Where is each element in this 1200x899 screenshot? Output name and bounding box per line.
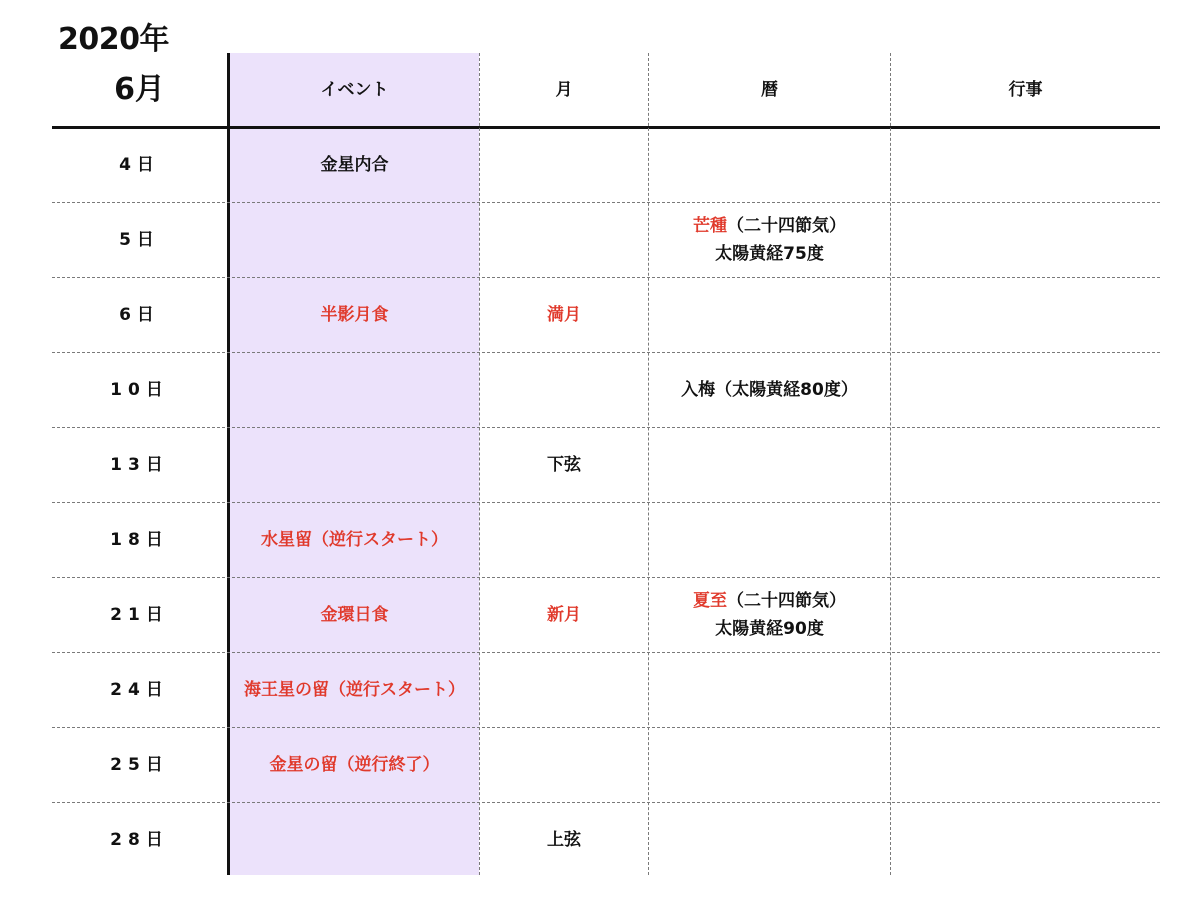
koyomi-line xyxy=(681,376,858,404)
event-cell xyxy=(230,428,479,502)
koyomi-detail: 太陽黄経90度 xyxy=(715,619,824,639)
koyomi-cell xyxy=(649,128,890,202)
gyoji-cell xyxy=(891,278,1160,352)
koyomi-cell xyxy=(649,653,890,727)
event-cell: 半影月食 xyxy=(320,305,389,325)
event-cell xyxy=(230,803,479,877)
day-cell: 24日 xyxy=(110,680,169,700)
moon-cell xyxy=(480,728,648,802)
koyomi-line xyxy=(693,587,846,615)
gyoji-cell xyxy=(891,428,1160,502)
header-koyomi: 暦 xyxy=(761,79,778,100)
moon-cell xyxy=(480,203,648,277)
day-cell: 4日 xyxy=(119,155,160,175)
moon-cell xyxy=(480,653,648,727)
moon-cell xyxy=(480,353,648,427)
event-cell xyxy=(230,203,479,277)
day-cell: 28日 xyxy=(110,830,169,850)
event-cell: 水星留（逆行スタート） xyxy=(261,530,448,550)
day-cell: 5日 xyxy=(119,230,160,250)
koyomi-cell xyxy=(649,428,890,502)
moon-cell: 上弦 xyxy=(547,830,581,850)
koyomi-cell xyxy=(649,353,890,427)
gyoji-cell xyxy=(891,653,1160,727)
month-title: 6月 xyxy=(114,71,165,107)
moon-cell xyxy=(480,503,648,577)
gyoji-cell xyxy=(891,803,1160,877)
koyomi-cell xyxy=(649,728,890,802)
event-cell: 海王星の留（逆行スタート） xyxy=(244,680,465,700)
gyoji-cell xyxy=(891,578,1160,652)
koyomi-detail: 太陽黄経75度 xyxy=(715,244,824,264)
koyomi-cell xyxy=(649,278,890,352)
day-cell: 18日 xyxy=(110,530,169,550)
koyomi-cell xyxy=(649,803,890,877)
koyomi-cell xyxy=(649,578,890,652)
day-cell: 25日 xyxy=(110,755,169,775)
koyomi-cell xyxy=(649,203,890,277)
gyoji-cell xyxy=(891,353,1160,427)
koyomi-cell xyxy=(649,503,890,577)
koyomi-text: 入梅（太陽黄経80度） xyxy=(681,380,858,400)
koyomi-text: （二十四節気） xyxy=(727,591,846,611)
year-title: 2020年 xyxy=(58,22,169,57)
gyoji-cell xyxy=(891,203,1160,277)
gyoji-cell xyxy=(891,503,1160,577)
day-cell: 13日 xyxy=(110,455,169,475)
header-moon: 月 xyxy=(555,79,573,100)
event-cell xyxy=(230,353,479,427)
sekki-name: 芒種 xyxy=(693,216,727,236)
moon-cell: 下弦 xyxy=(547,455,581,475)
event-cell: 金環日食 xyxy=(320,605,389,625)
gyoji-cell xyxy=(891,128,1160,202)
gyoji-cell xyxy=(891,728,1160,802)
day-cell: 21日 xyxy=(110,605,169,625)
moon-cell: 新月 xyxy=(547,605,581,625)
moon-cell xyxy=(480,128,648,202)
header-gyoji: 行事 xyxy=(1008,79,1043,100)
day-cell: 10日 xyxy=(110,380,169,400)
sekki-name: 夏至 xyxy=(693,591,727,611)
koyomi-line xyxy=(693,212,846,240)
event-cell: 金星の留（逆行終了） xyxy=(269,755,440,775)
header-event: イベント xyxy=(320,79,389,100)
koyomi-text: （二十四節気） xyxy=(727,216,846,236)
event-cell: 金星内合 xyxy=(320,155,389,175)
moon-cell: 満月 xyxy=(547,305,581,325)
day-cell: 6日 xyxy=(119,305,160,325)
